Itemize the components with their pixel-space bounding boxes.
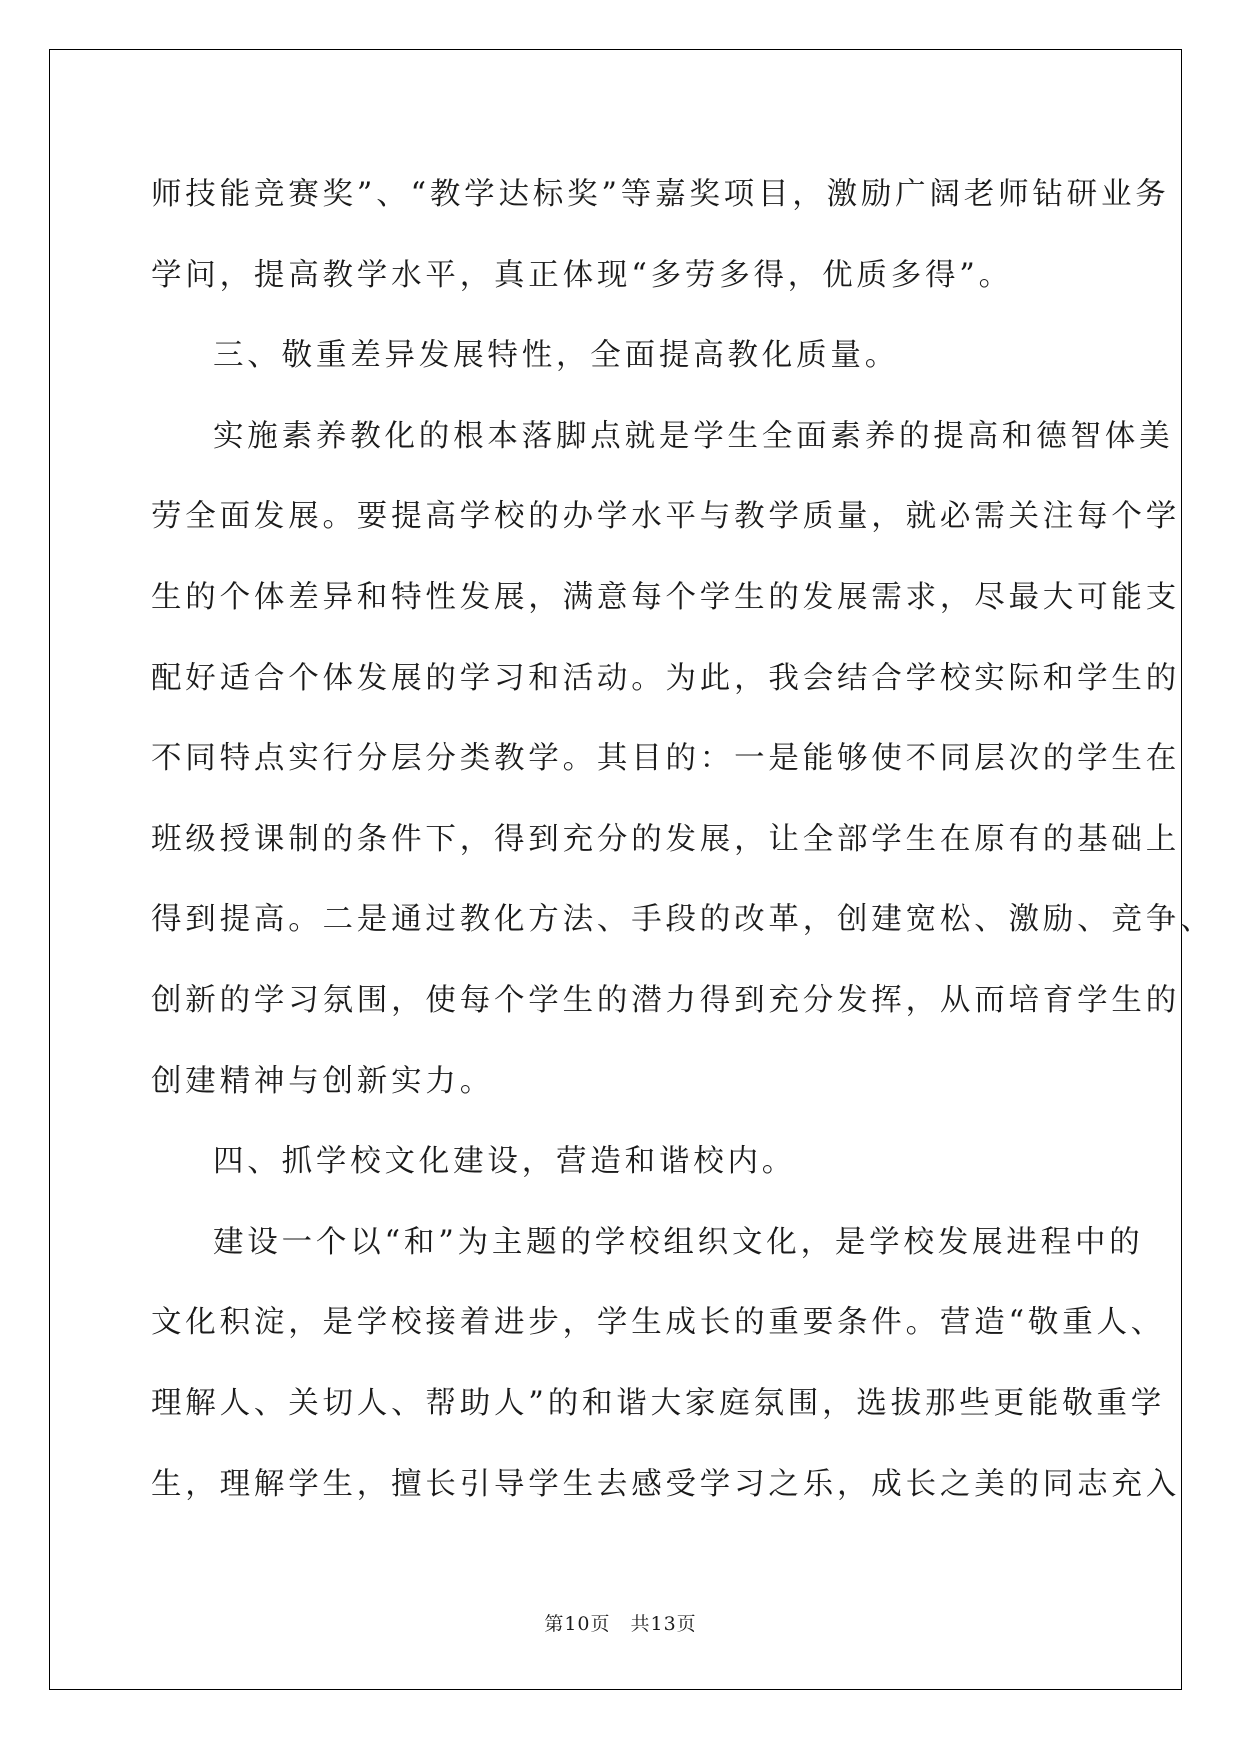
text-line: 配好适合个体发展的学习和活动。为此，我会结合学校实际和学生的 [151, 660, 1180, 696]
text-line: 理解人、关切人、帮助人”的和谐大家庭氛围，选拔那些更能敬重学 [151, 1385, 1166, 1421]
text-line: 建设一个以“和”为主题的学校组织文化，是学校发展进程中的 [213, 1224, 1144, 1260]
text-line: 班级授课制的条件下，得到充分的发展，让全部学生在原有的基础上 [151, 821, 1180, 857]
text-line: 生的个体差异和特性发展，满意每个学生的发展需求，尽最大可能支 [151, 579, 1180, 615]
text-line: 创建精神与创新实力。 [151, 1063, 494, 1099]
section-heading: 四、抓学校文化建设，营造和谐校内。 [213, 1144, 797, 1180]
section-heading: 三、敬重差异发展特性，全面提高教化质量。 [213, 338, 899, 374]
text-line: 劳全面发展。要提高学校的办学水平与教学质量，就必需关注每个学 [151, 499, 1180, 535]
text-line: 不同特点实行分层分类教学。其目的：一是能够使不同层次的学生在 [151, 741, 1180, 777]
text-line: 师技能竞赛奖”、“教学达标奖”等嘉奖项目，激励广阔老师钻研业务 [151, 177, 1170, 212]
text-line: 学问，提高教学水平，真正体现“多劳多得，优质多得”。 [151, 257, 1013, 293]
text-line: 得到提高。二是通过教化方法、手段的改革，创建宽松、激励、竞争、 [151, 902, 1215, 938]
text-line: 创新的学习氛围，使每个学生的潜力得到充分发挥，从而培育学生的 [151, 982, 1180, 1018]
text-line: 文化积淀，是学校接着进步，学生成长的重要条件。营造“敬重人、 [151, 1305, 1166, 1341]
document-body [151, 155, 1215, 1525]
text-line: 生，理解学生，擅长引导学生去感受学习之乐，成长之美的同志充入 [151, 1466, 1180, 1502]
text-line: 实施素养教化的根本落脚点就是学生全面素养的提高和德智体美 [213, 418, 1174, 454]
page-number-footer: 第10页 共13页 [544, 1613, 697, 1635]
